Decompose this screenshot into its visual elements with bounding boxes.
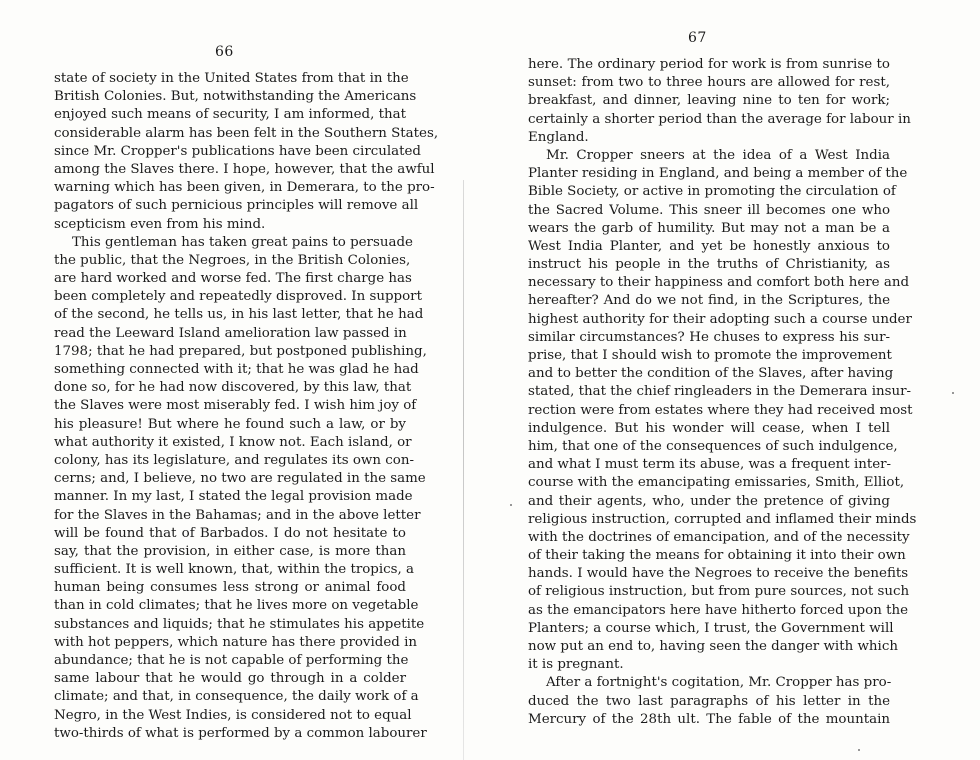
text-line: state of society in the United States from that in the: [54, 71, 409, 86]
text-line: duced the two last paragraphs of his letter in the: [528, 693, 890, 709]
text-line: the Slaves were most miserably fed. I wish him joy of: [54, 398, 417, 414]
text-line: are hard worked and worse fed. The first charge has: [54, 271, 412, 287]
text-line: read the Leeward Island amelioration law passed in: [54, 325, 407, 341]
text-line: This gentleman has taken great pains to persuade: [72, 234, 413, 250]
text-line: since Mr. Cropper's publications have been circulated: [54, 143, 421, 159]
text-line: considerable alarm has been felt in the Southern States,: [54, 125, 439, 141]
text-line: and their agents, who, under the pretence of giving: [528, 493, 890, 509]
text-line: human being consumes less strong or animal food: [54, 580, 406, 596]
text-line: done so, for he had now discovered, by this law, that: [54, 380, 412, 396]
text-line: two-thirds of what is performed by a common labourer: [54, 725, 427, 741]
text-line: now put an end to, having seen the danger with which: [528, 639, 898, 654]
text-line: something connected with it; that he was glad he had: [54, 362, 419, 377]
text-line: than in cold climates; that he lives more on vegetable: [54, 598, 419, 614]
text-line: colony, has its legislature, and regulates its own con-: [54, 452, 414, 468]
text-line: Bible Society, or active in promoting the circulation of: [528, 184, 896, 200]
page-text: [54, 70, 439, 743]
text-line: warning which has been given, in Demerara, to the pro-: [54, 180, 435, 196]
text-line: pagators of such pernicious principles will remove all: [54, 198, 419, 214]
text-line: of the second, he tells us, in his last letter, that he had: [54, 307, 424, 323]
text-line: of their taking the means for obtaining it into their own: [528, 548, 906, 564]
text-line: what authority it existed, I know not. Each island, or: [54, 434, 412, 450]
text-line: for the Slaves in the Bahamas; and in the above letter: [54, 507, 421, 523]
text-line: his pleasure! But where he found such a law, or by: [54, 416, 406, 432]
text-line: indulgence. But his wonder will cease, when I tell: [528, 420, 890, 436]
text-line: and what I must term its abuse, was a frequent inter-: [528, 457, 892, 473]
text-line: prise, that I should wish to promote the improvement: [528, 348, 892, 363]
text-line: hereafter? And do we not find, in the Scriptures, the: [528, 293, 890, 309]
text-line: Mercury of the 28th ult. The fable of the mountain: [528, 711, 890, 727]
text-line: and to better the condition of the Slaves, after having: [528, 366, 894, 382]
text-line: as the emancipators here have hitherto forced upon the: [528, 602, 908, 618]
text-line: similar circumstances? He chuses to express his sur-: [528, 329, 890, 345]
text-line: wears the garb of humility. But may not a man be a: [528, 220, 890, 236]
text-line: cerns; and, I believe, no two are regulated in the same: [54, 471, 426, 487]
text-line: instruct his people in the truths of Christianity, as: [528, 257, 890, 273]
text-line: Mr. Cropper sneers at the idea of a West India: [546, 147, 890, 163]
text-line: sunset: from two to three hours are allowed for rest,: [528, 75, 890, 91]
text-line: been completely and repeatedly disproved. In support: [54, 289, 422, 305]
scan-speck: [858, 749, 860, 751]
text-line: enjoyed such means of security, I am informed, that: [54, 107, 406, 123]
text-line: with the doctrines of emancipation, and of the necessity: [528, 529, 910, 545]
text-line: certainly a shorter period than the average for labour in: [528, 111, 911, 127]
scan-speck: [510, 504, 512, 506]
text-line: Planter residing in England, and being a member of the: [528, 166, 908, 182]
text-line: sufficient. It is well known, that, within the tropics, a: [54, 562, 415, 578]
text-line: climate; and that, in consequence, the daily work of a: [54, 689, 419, 705]
text-line: here. The ordinary period for work is from sunrise to: [528, 57, 890, 72]
text-line: British Colonies. But, notwithstanding the Americans: [54, 89, 417, 105]
left-page: [0, 0, 470, 758]
text-line: After a fortnight's cogitation, Mr. Cropper has pro-: [546, 675, 892, 691]
text-line: stated, that the chief ringleaders in the Demerara insur-: [528, 384, 912, 400]
text-line: breakfast, and dinner, leaving nine to ten for work;: [528, 93, 890, 109]
text-line: substances and liquids; that he stimulates his appetite: [54, 616, 425, 632]
text-line: the public, that the Negroes, in the British Colonies,: [54, 252, 411, 268]
page-number: 67: [688, 30, 707, 46]
page-text: [528, 56, 917, 729]
book-gutter: [463, 180, 464, 760]
text-line: course with the emancipating emissaries, Smith, Elliot,: [528, 475, 905, 491]
text-line: Negro, in the West Indies, is considered not to equal: [54, 707, 412, 723]
scan-speck: [952, 392, 954, 394]
text-line: say, that the provision, in either case, is more than: [54, 543, 406, 559]
text-line: manner. In my last, I stated the legal provision made: [54, 489, 413, 505]
text-line: scepticism even from his mind.: [54, 216, 266, 232]
text-line: 1798; that he had prepared, but postponed publishing,: [54, 343, 427, 359]
text-line: West India Planter, and yet be honestly anxious to: [528, 238, 890, 254]
text-line: same labour that he would go through in a colder: [54, 671, 406, 687]
text-line: with hot peppers, which nature has there provided in: [54, 634, 417, 650]
text-line: it is pregnant.: [528, 657, 624, 673]
text-line: the Sacred Volume. This sneer ill becomes one who: [528, 202, 890, 218]
text-line: highest authority for their adopting such a course under: [528, 311, 912, 327]
right-page: [490, 0, 980, 758]
text-line: necessary to their happiness and comfort both here and: [528, 275, 910, 291]
text-line: religious instruction, corrupted and inflamed their minds: [528, 511, 917, 527]
text-line: England.: [528, 129, 589, 145]
text-line: hands. I would have the Negroes to receive the benefits: [528, 566, 909, 582]
page-number: 66: [215, 44, 234, 60]
text-line: abundance; that he is not capable of performing the: [54, 653, 409, 668]
text-line: will be found that of Barbados. I do not hesitate to: [54, 525, 406, 541]
text-line: of religious instruction, but from pure sources, not such: [528, 584, 910, 600]
text-line: rection were from estates where they had received most: [528, 402, 913, 418]
text-line: him, that one of the consequences of such indulgence,: [528, 438, 898, 454]
text-line: Planters; a course which, I trust, the Government will: [528, 620, 894, 636]
text-line: among the Slaves there. I hope, however, that the awful: [54, 161, 435, 177]
